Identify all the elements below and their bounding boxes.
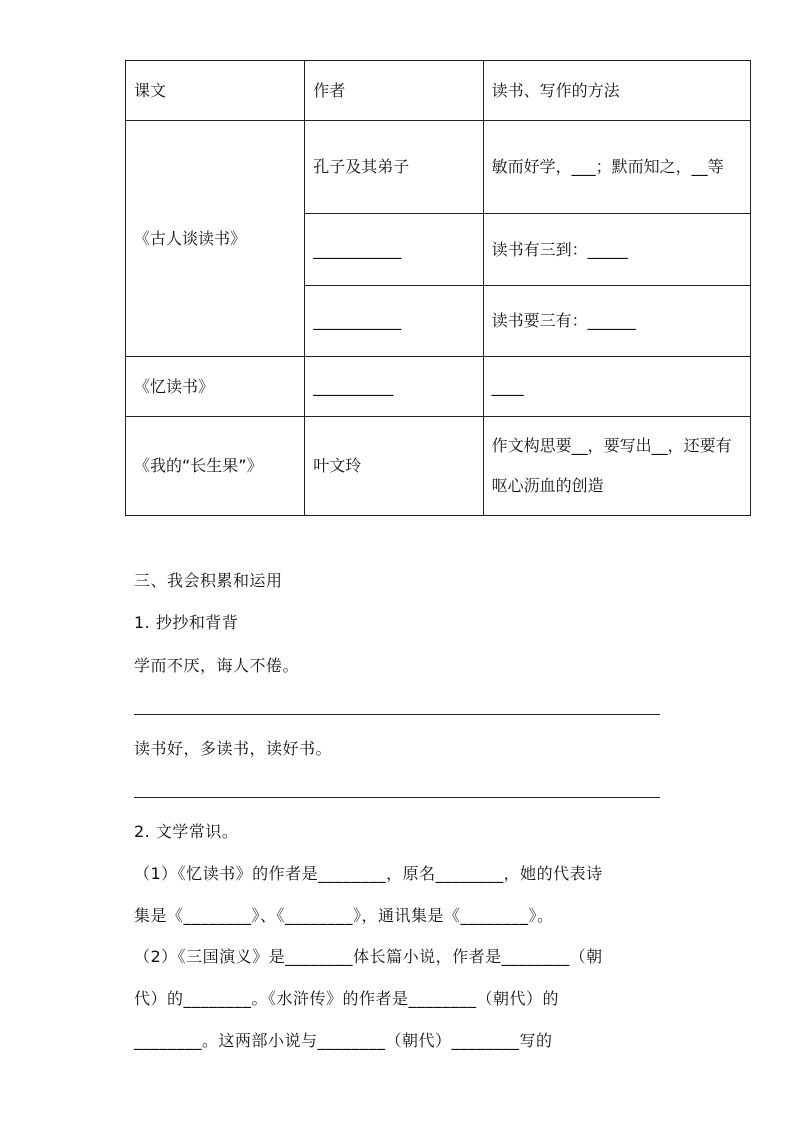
cell-method: 敏而好学，___；默而知之，__等	[483, 121, 750, 214]
table-row	[126, 417, 751, 516]
question-2-line: 代）的________。《水浒传》的作者是________（朝代）的	[134, 989, 560, 1008]
cell-text: 《我的“长生果”》	[126, 417, 305, 516]
cell-author: __________	[305, 357, 483, 417]
cell-text: 《忆读书》	[126, 357, 305, 417]
header-author: 作者	[305, 61, 483, 121]
question-1-title: 1. 抄抄和背背	[134, 613, 239, 632]
reading-methods-table	[125, 60, 751, 516]
cell-method: 读书要三有：______	[483, 286, 750, 357]
table-row	[126, 121, 751, 214]
copy-text-2: 读书好，多读书，读好书。	[134, 739, 333, 758]
cell-author: ___________	[305, 214, 483, 286]
cell-author: 叶文玲	[305, 417, 483, 516]
copy-text-1: 学而不厌，诲人不倦。	[134, 656, 300, 675]
cell-author: 孔子及其弟子	[305, 121, 483, 214]
cell-method: 读书有三到：_____	[483, 214, 750, 286]
header-text: 课文	[126, 61, 305, 121]
section-title: 三、我会积累和运用	[134, 571, 283, 590]
table-row	[126, 357, 751, 417]
cell-text: 《古人谈读书》	[126, 121, 305, 357]
answer-line-2	[134, 797, 660, 798]
question-2-title: 2. 文学常识。	[134, 822, 239, 841]
question-2-line: 集是《________》、《________》，通讯集是《________》。	[134, 906, 554, 925]
cell-author: ___________	[305, 286, 483, 357]
table-header-row	[126, 61, 751, 121]
header-method: 读书、写作的方法	[483, 61, 750, 121]
question-2-line: （2）《三国演义》是________体长篇小说，作者是________（朝	[134, 947, 603, 966]
cell-method: ____	[483, 357, 750, 417]
question-2-line: （1）《忆读书》的作者是________，原名________，她的代表诗	[134, 864, 603, 883]
cell-method: 作文构思要__，要写出__，还要有呕心沥血的创造	[483, 417, 750, 516]
question-2-line: ________。这两部小说与________（朝代）________写的	[134, 1031, 553, 1050]
answer-line-1	[134, 714, 660, 715]
